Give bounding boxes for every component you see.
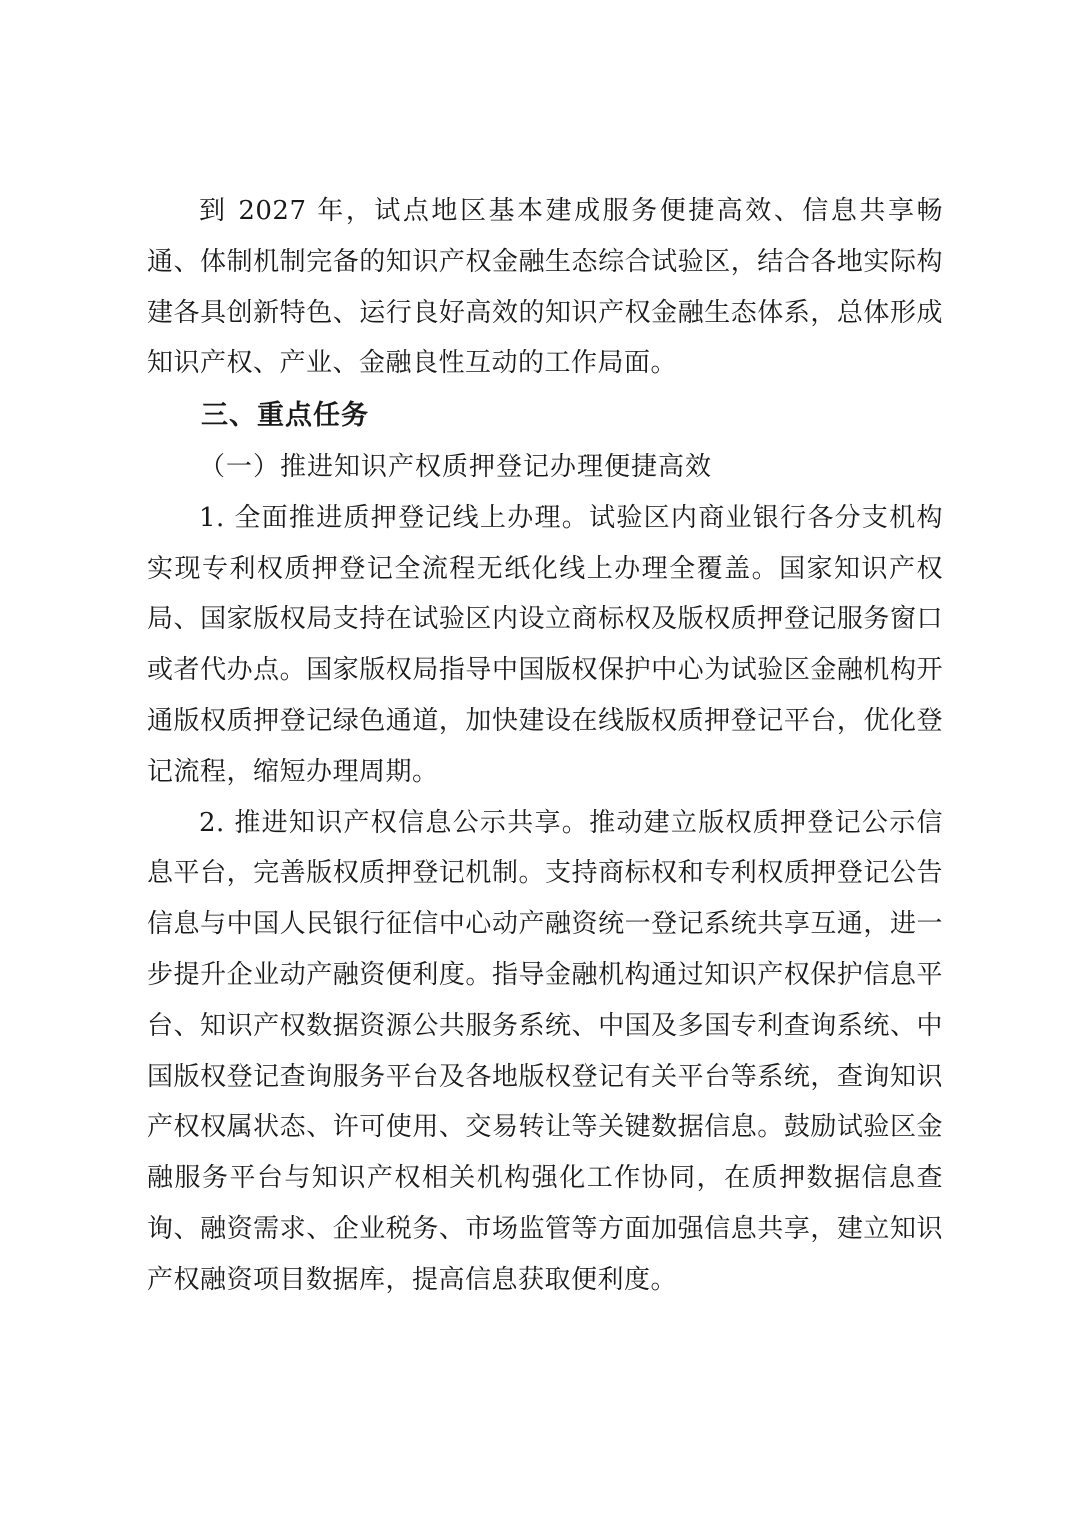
document-page bbox=[147, 186, 943, 1306]
section-heading: 三、重点任务 bbox=[201, 400, 369, 432]
subsection-heading: （一）推进知识产权质押登记办理便捷高效 bbox=[199, 451, 713, 482]
paragraph-item-2: 2. 推进知识产权信息公示共享。推动建立版权质押登记公示信息平台，完善版权质押登记机制。支持商标权和专利权质押登记公告信息与中国人民银行征信中心动产融资统一登记系统共享互通，进一步提升企业动产融资便利度。指导金融机构通过知识产权保护信息平台、知识产权数据资源公共服务系统、中国及多国专利查询系统、中国版权登记查询服务平台及各地版权登记有关平台等系统，查询知识产权权属状态、许可使用、交易转让等关键数据信息。鼓励试验区金融服务平台与知识产权相关机构强化工作协同，在质押数据信息查询、融资需求、企业税务、市场监管等方面加强信息共享，建立知识产权融资项目数据库，提高信息获取便利度。 bbox=[147, 807, 943, 1295]
paragraph-item-1: 1. 全面推进质押登记线上办理。试验区内商业银行各分支机构实现专利权质押登记全流程无纸化线上办理全覆盖。国家知识产权局、国家版权局支持在试验区内设立商标权及版权质押登记服务窗口或者代办点。国家版权局指导中国版权保护中心为试验区金融机构开通版权质押登记绿色通道，加快建设在线版权质押登记平台，优化登记流程，缩短办理周期。 bbox=[147, 502, 943, 787]
paragraph-goal: 到 2027 年，试点地区基本建成服务便捷高效、信息共享畅通、体制机制完备的知识产权金融生态综合试验区，结合各地实际构建各具创新特色、运行良好高效的知识产权金融生态体系，总体形成知识产权、产业、金融良性互动的工作局面。 bbox=[147, 196, 943, 379]
